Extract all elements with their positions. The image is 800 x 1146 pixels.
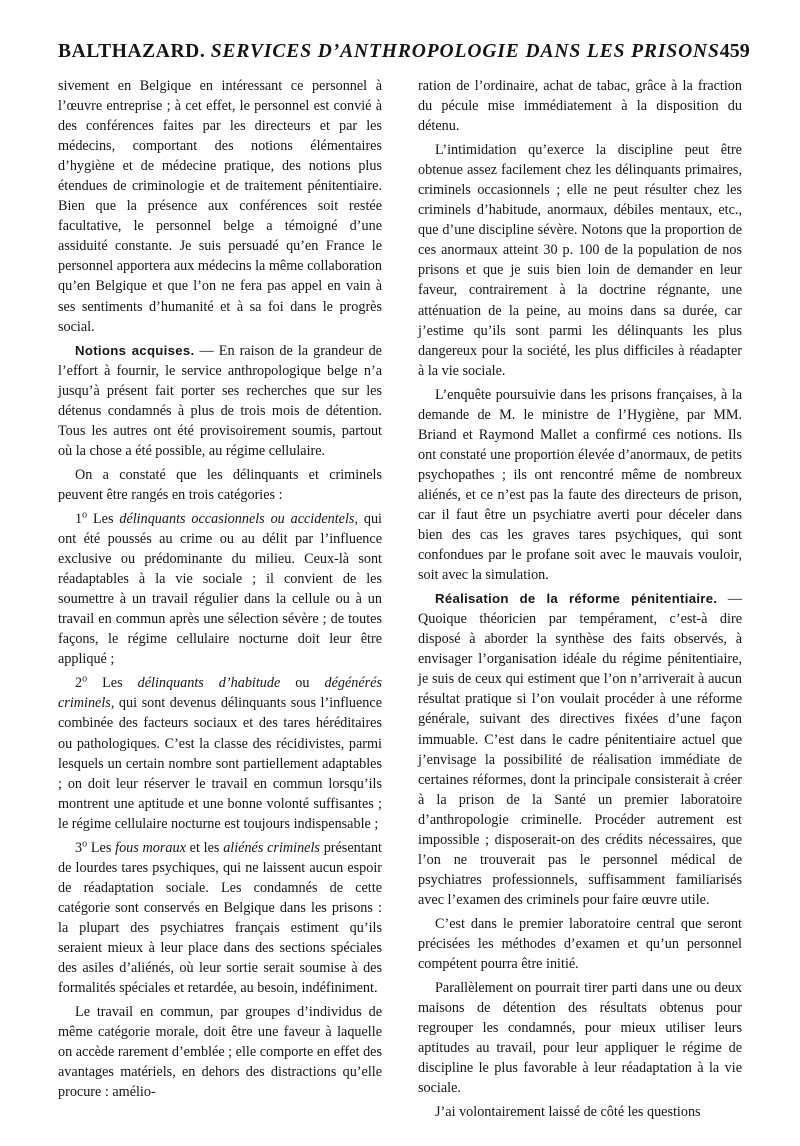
paragraph: Le travail en commun, par groupes d’individus de même catégorie morale, doit être une faveur à laquelle on accède rarement d’emblée ; elle comporte en effet des avantages matériels, en dehors des distractions qu’elle procure : amélio- (58, 1004, 382, 1101)
emphasis-text: délinquants occasionnels ou accidentels (119, 510, 355, 527)
section-heading: Notions acquises. (75, 342, 195, 358)
item-text: Les (87, 675, 138, 692)
item-text: Les (87, 510, 120, 527)
emphasis-text: délinquants d’habitude (137, 675, 281, 692)
paragraph: C’est dans le premier laboratoire central que seront précisées les méthodes d’examen et qu’un personnel compétent pourra être initié. (418, 915, 742, 973)
right-column (418, 76, 742, 1122)
paragraph: On a constaté que les délinquants et criminels peuvent être rangés en trois catégories : (58, 466, 382, 503)
item-number: 2 (75, 675, 83, 692)
item-text: Les (87, 839, 116, 856)
section-heading: Réalisation de la réforme pénitentiaire. (435, 591, 718, 607)
ordinal-mark: o (82, 509, 88, 521)
item-number: 1 (75, 510, 83, 527)
two-column-body (58, 76, 742, 1122)
running-title (58, 41, 720, 63)
ordinal-mark: o (82, 838, 88, 849)
paragraph (418, 589, 742, 910)
emphasis-text: aliénés criminels (223, 839, 320, 856)
paragraph-text: — En raison de la grandeur de l’effort à fournir, le service anthropologique belge n’a jusqu’à présent fait porter ses recherches que sur les détenus condamnés à plus de trois mois de détention. Tous les autres ont été provisoirement soumis, partout où la chose a été possible, au régime cellulaire. (58, 342, 382, 459)
emphasis-text: dégénérés criminels (58, 675, 382, 712)
item-number: 3 (75, 839, 83, 856)
item-text: , qui ont été poussés au crime ou au délit par l’influence exclusive ou prédominante du milieu. Ceux-là sont réadaptables à la vie sociale ; il convient de les soumettre à un travail régulier dans la cellule ou à un travail en commun après une sélection sévère ; de toutes façons, le régime cellulaire nocturne doit leur être appliqué ; (58, 510, 382, 668)
page-number: 459 (719, 40, 750, 62)
item-text: ou (280, 675, 325, 692)
paragraph-text: — Quoique théoricien par tempérament, c’est-à dire disposé à aborder la synthèse des faits observés, à envisager l’organisation idéale du régime pénitentiaire, je suis de ceux qui estiment que l’on n’arriverait à aucun résultat pratique si l’on voulait procéder à une réforme générale, suivant des directives fixées d’une façon immuable. C’est dans le cadre pénitentiaire actuel que j’envisage la possibilité de réalisation immédiate de certaines réformes, dont la principale consisterait à créer à la prison de la Santé un premier laboratoire d’anthropologie criminelle. Procéder autrement est impossible ; disposerait-on des crédits nécessaires, que l’on ne trouverait pas le personnel médical de psychiatres professionnels, suffisamment familiarisés avec l’examen des criminels pour faire œuvre utile. (418, 591, 743, 908)
paragraph: sivement en Belgique en intéressant ce personnel à l’œuvre entreprise ; à cet effet, le personnel est convié à des conférences faites par les directeurs et par les médecins, comportant des notions élémentaires d’hygiène et de médecine pratique, des notions plus étendues de criminologie et de traitement pénitentiaire. Bien que la présence aux conférences soit restée facultative, le personnel belge a témoigné d’une assiduité constante. Je suis persuadé qu’en France le personnel apportera aux médecins la même collaboration qu’en Belgique et que l’on ne fera pas appel en vain à ses sentiments d’humanité et à sa foi dans le progrès social. (58, 78, 382, 335)
paragraph: ration de l’ordinaire, achat de tabac, grâce à la fraction du pécule mise immédiatement à la disposition du détenu. (418, 78, 742, 135)
journal-page (58, 40, 750, 1121)
paragraph: L’enquête poursuivie dans les prisons françaises, à la demande de M. le ministre de l’Hygiène, par MM. Briand et Raymond Mallet a confirmé ces notions. Ils ont constaté une proportion élevée d’anormaux, de petits psychopathes ; ils ont rencontré même de nombreux aliénés, et ce n’est pas la faute des directeurs de prison, car il faut être un psychiatre averti pour déceler dans bien des cas les graves tares psychiques, qui sont confondues par le profane soit avec le mauvais vouloir, soit avec la simulation. (418, 386, 742, 584)
header-title: SERVICES D’ANTHROPOLOGIE DANS LES PRISONS (210, 41, 720, 62)
ordinal-mark: o (82, 673, 88, 685)
item-text: et les (185, 839, 224, 856)
item-text: présentant de lourdes tares psychiques, qui ne laissent aucun espoir de réadaptation sociale. Les condamnés de cette catégorie sont conservés en Belgique dans les prisons : la plupart des psychiatres français estiment qu’ils seraient mieux à leur place dans des sections spéciales des asiles d’aliénés, où leur sortie serait soumise à des formalités spéciales et retardée, au besoin, indéfiniment. (58, 839, 382, 997)
list-item (58, 509, 382, 669)
emphasis-text: fous moraux (115, 839, 186, 856)
paragraph (58, 341, 382, 461)
paragraph: L’intimidation qu’exerce la discipline peut être obtenue assez facilement chez les délinquants primaires, criminels occasionnels ; elle ne peut résulter chez les criminels d’habitude, anormaux, débiles mentaux, etc., que d’une discipline sévère. Notons que la proportion de ces anormaux atteint 30 p. 100 de la population de nos prisons et que je suis bien loin de demander en leur faveur, contrairement à la doctrine régnante, une atténuation de la peine, au moins dans sa durée, car j’estime qu’ils sont parmi les délinquants les plus dangereux pour la société, les plus difficiles à réadapter à la vie sociale. (418, 142, 742, 379)
running-header (58, 40, 750, 70)
list-item (58, 673, 382, 833)
header-author: BALTHAZARD. (58, 41, 206, 62)
item-text: , qui sont devenus délinquants sous l’influence combinée des facteurs sociaux et des tares héréditaires ou pathologiques. C’est la classe des récidivistes, parmi lesquels un certain nombre sont partiellement adaptables ; on doit leur réserver le travail en commun lorsqu’ils montrent une aptitude et une bonne volonté suffisantes ; le régime cellulaire nocturne est toujours indispensable ; (58, 695, 382, 832)
left-column (58, 76, 382, 1122)
paragraph: Parallèlement on pourrait tirer parti dans une ou deux maisons de détention des résultats obtenus pour regrouper les condamnés, pour mieux utiliser leurs aptitudes au travail, pour leur appliquer le régime de discipline le plus favorable à leur réadaptation à la vie sociale. (418, 980, 742, 1097)
list-item (58, 838, 382, 998)
paragraph: J’ai volontairement laissé de côté les questions (435, 1104, 701, 1121)
